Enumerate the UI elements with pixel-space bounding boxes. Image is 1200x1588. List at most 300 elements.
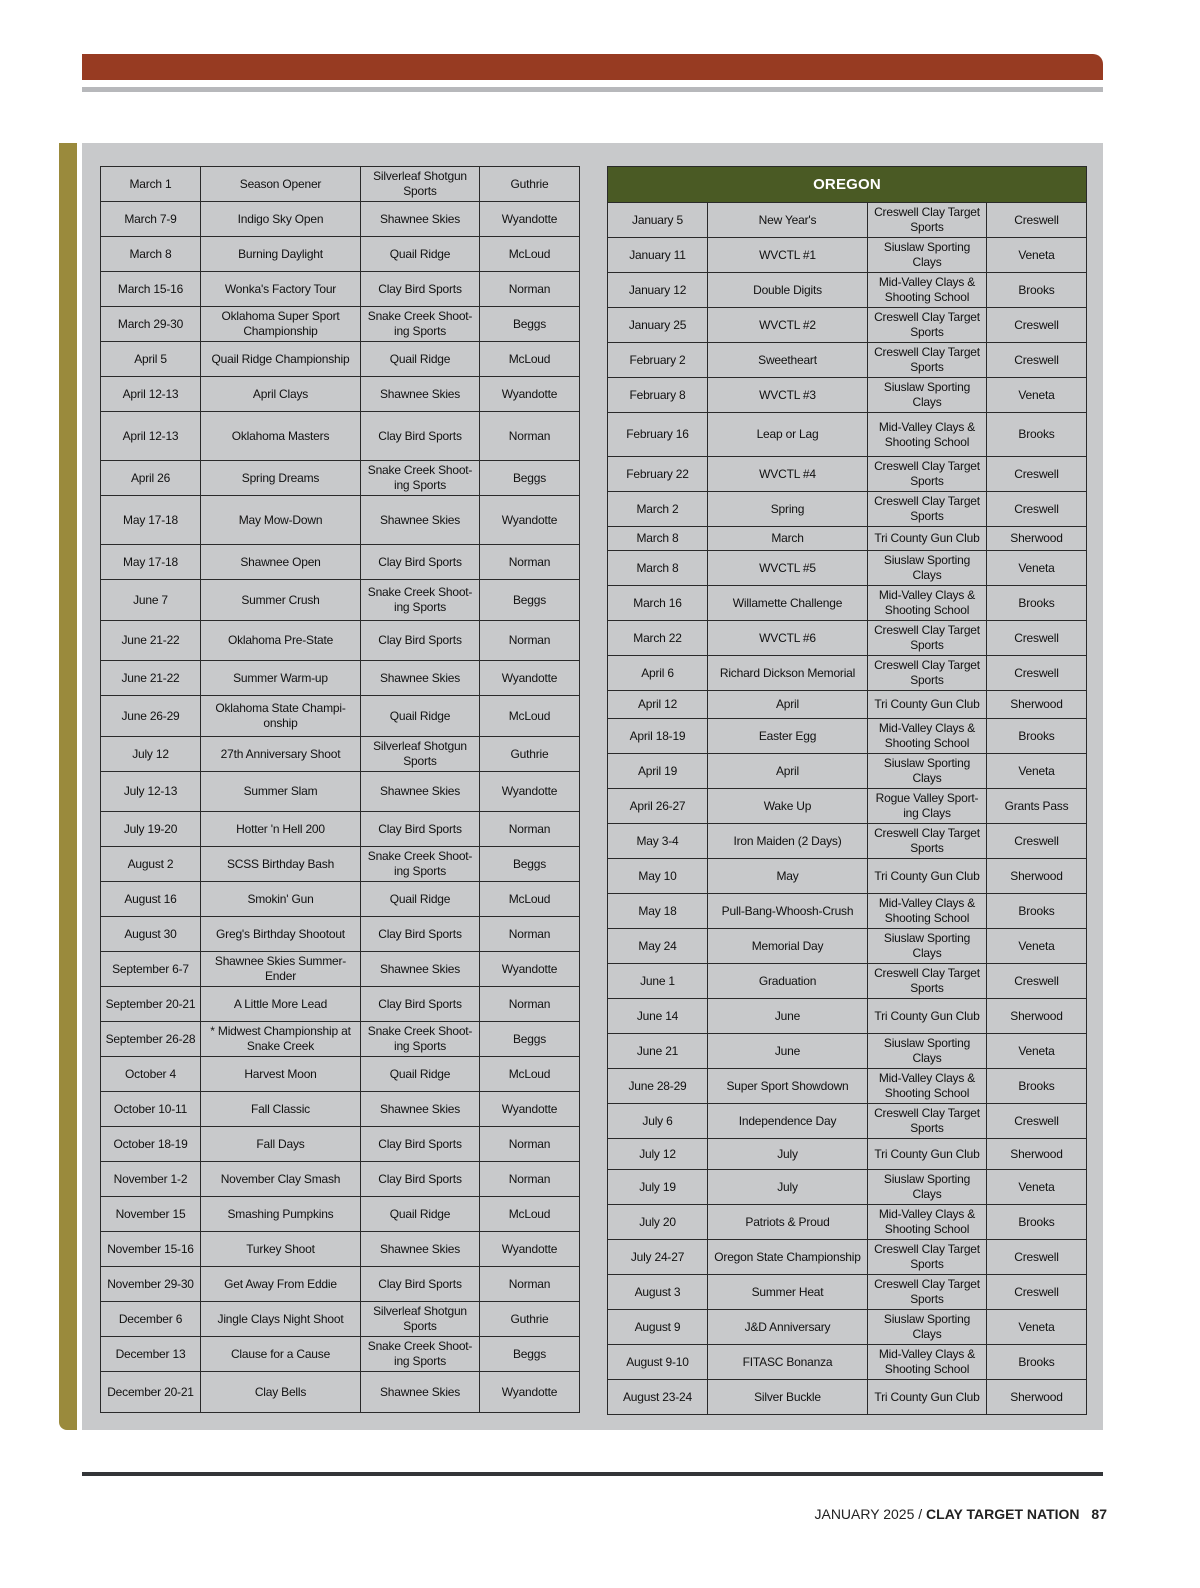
event-city-cell: Norman (480, 621, 580, 661)
event-event-cell: Sweetheart (708, 343, 868, 378)
oklahoma-event-row (101, 412, 580, 461)
event-club-cell: Siuslaw Sporting Clays (868, 1310, 987, 1345)
oregon-event-row (608, 378, 1087, 413)
event-event-cell: Oklahoma State Champi-onship (201, 696, 361, 737)
event-event-cell: WVCTL #2 (708, 308, 868, 343)
event-date-cell: January 11 (608, 238, 708, 273)
event-date-cell: April 19 (608, 754, 708, 789)
event-event-cell: Burning Daylight (201, 237, 361, 272)
event-event-cell: Shawnee Skies Summer-Ender (201, 952, 361, 987)
event-city-cell: Creswell (987, 824, 1087, 859)
event-date-cell: April 26-27 (608, 789, 708, 824)
oregon-header: OREGON (608, 167, 1087, 203)
event-event-cell: Silver Buckle (708, 1380, 868, 1415)
oregon-event-row (608, 691, 1087, 719)
event-event-cell: Double Digits (708, 273, 868, 308)
event-city-cell: Veneta (987, 238, 1087, 273)
event-city-cell: McLoud (480, 882, 580, 917)
oklahoma-event-row (101, 1267, 580, 1302)
event-club-cell: Siuslaw Sporting Clays (868, 1170, 987, 1205)
event-event-cell: Get Away From Eddie (201, 1267, 361, 1302)
event-date-cell: June 21-22 (101, 661, 201, 696)
event-date-cell: May 10 (608, 859, 708, 894)
event-date-cell: May 17-18 (101, 545, 201, 580)
event-club-cell: Creswell Clay Target Sports (868, 343, 987, 378)
event-event-cell: WVCTL #1 (708, 238, 868, 273)
event-city-cell: Norman (480, 1127, 580, 1162)
event-club-cell: Mid-Valley Clays & Shooting School (868, 1205, 987, 1240)
oklahoma-event-row (101, 882, 580, 917)
event-city-cell: Sherwood (987, 999, 1087, 1034)
event-club-cell: Creswell Clay Target Sports (868, 824, 987, 859)
event-event-cell: Oklahoma Super Sport Championship (201, 307, 361, 342)
event-date-cell: December 20-21 (101, 1372, 201, 1413)
event-date-cell: March 7-9 (101, 202, 201, 237)
oregon-event-row (608, 308, 1087, 343)
event-event-cell: Summer Warm-up (201, 661, 361, 696)
event-date-cell: March 8 (608, 551, 708, 586)
event-club-cell: Clay Bird Sports (361, 1267, 480, 1302)
event-city-cell: Beggs (480, 461, 580, 496)
event-date-cell: August 9 (608, 1310, 708, 1345)
oregon-event-row (608, 551, 1087, 586)
event-city-cell: McLoud (480, 1197, 580, 1232)
event-city-cell: Guthrie (480, 1302, 580, 1337)
event-event-cell: Richard Dickson Memorial (708, 656, 868, 691)
event-event-cell: Season Opener (201, 167, 361, 202)
event-date-cell: April 18-19 (608, 719, 708, 754)
event-city-cell: Wyandotte (480, 952, 580, 987)
oregon-schedule-table (607, 166, 1087, 1415)
oklahoma-event-row (101, 621, 580, 661)
event-city-cell: McLoud (480, 237, 580, 272)
event-city-cell: Veneta (987, 1170, 1087, 1205)
oregon-event-row (608, 1380, 1087, 1415)
event-date-cell: August 2 (101, 847, 201, 882)
event-club-cell: Shawnee Skies (361, 496, 480, 545)
oregon-event-row (608, 1345, 1087, 1380)
event-date-cell: May 18 (608, 894, 708, 929)
event-club-cell: Shawnee Skies (361, 377, 480, 412)
event-event-cell: Shawnee Open (201, 545, 361, 580)
event-date-cell: September 20-21 (101, 987, 201, 1022)
oregon-event-row (608, 824, 1087, 859)
event-event-cell: November Clay Smash (201, 1162, 361, 1197)
event-city-cell: Creswell (987, 203, 1087, 238)
event-event-cell: Oregon State Championship (708, 1240, 868, 1275)
event-date-cell: May 3-4 (608, 824, 708, 859)
event-event-cell: Leap or Lag (708, 413, 868, 457)
oklahoma-event-row (101, 1022, 580, 1057)
event-event-cell: Hotter 'n Hell 200 (201, 812, 361, 847)
event-date-cell: April 12-13 (101, 377, 201, 412)
event-date-cell: August 30 (101, 917, 201, 952)
event-city-cell: Veneta (987, 551, 1087, 586)
event-city-cell: Sherwood (987, 691, 1087, 719)
event-club-cell: Clay Bird Sports (361, 412, 480, 461)
event-date-cell: March 15-16 (101, 272, 201, 307)
event-date-cell: February 22 (608, 457, 708, 492)
oregon-event-row (608, 964, 1087, 999)
event-club-cell: Clay Bird Sports (361, 272, 480, 307)
event-date-cell: January 12 (608, 273, 708, 308)
oklahoma-event-row (101, 1197, 580, 1232)
oregon-event-row (608, 457, 1087, 492)
oklahoma-event-row (101, 952, 580, 987)
event-city-cell: Creswell (987, 1240, 1087, 1275)
event-city-cell: Norman (480, 545, 580, 580)
event-date-cell: March 16 (608, 586, 708, 621)
oregon-event-row (608, 999, 1087, 1034)
page-footer (814, 1506, 1107, 1522)
event-event-cell: June (708, 1034, 868, 1069)
event-club-cell: Silverleaf Shotgun Sports (361, 737, 480, 772)
event-date-cell: August 9-10 (608, 1345, 708, 1380)
event-date-cell: July 19-20 (101, 812, 201, 847)
event-city-cell: Veneta (987, 1310, 1087, 1345)
oklahoma-event-row (101, 1162, 580, 1197)
event-event-cell: Greg's Birthday Shootout (201, 917, 361, 952)
event-city-cell: Creswell (987, 1104, 1087, 1139)
event-event-cell: Fall Days (201, 1127, 361, 1162)
event-club-cell: Tri County Gun Club (868, 527, 987, 551)
oklahoma-event-row (101, 496, 580, 545)
event-club-cell: Creswell Clay Target Sports (868, 1104, 987, 1139)
oklahoma-event-row (101, 377, 580, 412)
oregon-event-row (608, 273, 1087, 308)
event-club-cell: Tri County Gun Club (868, 859, 987, 894)
oregon-event-row (608, 789, 1087, 824)
event-city-cell: Creswell (987, 308, 1087, 343)
event-city-cell: Sherwood (987, 527, 1087, 551)
event-event-cell: Easter Egg (708, 719, 868, 754)
oregon-event-row (608, 492, 1087, 527)
event-club-cell: Siuslaw Sporting Clays (868, 929, 987, 964)
event-club-cell: Creswell Clay Target Sports (868, 1240, 987, 1275)
event-event-cell: Patriots & Proud (708, 1205, 868, 1240)
event-city-cell: Brooks (987, 719, 1087, 754)
event-city-cell: McLoud (480, 342, 580, 377)
event-event-cell: July (708, 1170, 868, 1205)
event-event-cell: Memorial Day (708, 929, 868, 964)
event-date-cell: July 12 (101, 737, 201, 772)
event-city-cell: Brooks (987, 1069, 1087, 1104)
event-date-cell: December 6 (101, 1302, 201, 1337)
oklahoma-event-row (101, 737, 580, 772)
event-club-cell: Silverleaf Shotgun Sports (361, 1302, 480, 1337)
event-club-cell: Creswell Clay Target Sports (868, 964, 987, 999)
event-date-cell: August 16 (101, 882, 201, 917)
event-date-cell: March 8 (608, 527, 708, 551)
event-event-cell: WVCTL #6 (708, 621, 868, 656)
oregon-event-row (608, 1205, 1087, 1240)
event-city-cell: Norman (480, 412, 580, 461)
event-club-cell: Clay Bird Sports (361, 917, 480, 952)
event-date-cell: June 21 (608, 1034, 708, 1069)
event-city-cell: Norman (480, 812, 580, 847)
event-city-cell: Wyandotte (480, 661, 580, 696)
event-date-cell: July 19 (608, 1170, 708, 1205)
oklahoma-event-row (101, 167, 580, 202)
event-date-cell: November 15-16 (101, 1232, 201, 1267)
event-club-cell: Mid-Valley Clays & Shooting School (868, 586, 987, 621)
event-city-cell: Brooks (987, 894, 1087, 929)
event-date-cell: August 23-24 (608, 1380, 708, 1415)
event-event-cell: Oklahoma Masters (201, 412, 361, 461)
event-event-cell: April Clays (201, 377, 361, 412)
page-number: 87 (1091, 1506, 1107, 1522)
event-date-cell: April 5 (101, 342, 201, 377)
event-club-cell: Creswell Clay Target Sports (868, 492, 987, 527)
oregon-event-row (608, 1275, 1087, 1310)
event-city-cell: Sherwood (987, 1380, 1087, 1415)
oklahoma-event-row (101, 1337, 580, 1372)
event-club-cell: Snake Creek Shoot-ing Sports (361, 847, 480, 882)
event-city-cell: Veneta (987, 929, 1087, 964)
event-event-cell: May (708, 859, 868, 894)
event-club-cell: Siuslaw Sporting Clays (868, 551, 987, 586)
event-date-cell: July 12 (608, 1139, 708, 1170)
oklahoma-event-row (101, 1232, 580, 1267)
event-club-cell: Quail Ridge (361, 237, 480, 272)
event-event-cell: Spring Dreams (201, 461, 361, 496)
event-club-cell: Creswell Clay Target Sports (868, 656, 987, 691)
event-event-cell: May Mow-Down (201, 496, 361, 545)
event-date-cell: April 6 (608, 656, 708, 691)
event-city-cell: Wyandotte (480, 1232, 580, 1267)
event-event-cell: April (708, 691, 868, 719)
event-date-cell: July 24-27 (608, 1240, 708, 1275)
oregon-event-row (608, 859, 1087, 894)
event-club-cell: Siuslaw Sporting Clays (868, 378, 987, 413)
event-event-cell: Graduation (708, 964, 868, 999)
event-club-cell: Siuslaw Sporting Clays (868, 754, 987, 789)
event-event-cell: Smokin' Gun (201, 882, 361, 917)
event-club-cell: Tri County Gun Club (868, 1139, 987, 1170)
event-date-cell: June 26-29 (101, 696, 201, 737)
event-club-cell: Clay Bird Sports (361, 812, 480, 847)
oklahoma-event-row (101, 1372, 580, 1413)
event-city-cell: Creswell (987, 1275, 1087, 1310)
oregon-event-row (608, 754, 1087, 789)
event-date-cell: May 17-18 (101, 496, 201, 545)
event-date-cell: June 1 (608, 964, 708, 999)
event-city-cell: Creswell (987, 964, 1087, 999)
event-date-cell: February 8 (608, 378, 708, 413)
oklahoma-event-row (101, 580, 580, 621)
event-city-cell: Brooks (987, 273, 1087, 308)
oregon-event-row (608, 656, 1087, 691)
event-city-cell: Beggs (480, 847, 580, 882)
event-club-cell: Shawnee Skies (361, 1232, 480, 1267)
oklahoma-schedule-table (100, 166, 580, 1413)
event-event-cell: July (708, 1139, 868, 1170)
event-club-cell: Shawnee Skies (361, 1092, 480, 1127)
event-event-cell: * Midwest Championship at Snake Creek (201, 1022, 361, 1057)
event-club-cell: Tri County Gun Club (868, 999, 987, 1034)
event-club-cell: Creswell Clay Target Sports (868, 1275, 987, 1310)
event-city-cell: Norman (480, 1162, 580, 1197)
event-event-cell: March (708, 527, 868, 551)
oklahoma-event-row (101, 237, 580, 272)
event-city-cell: McLoud (480, 1057, 580, 1092)
oklahoma-event-row (101, 461, 580, 496)
event-event-cell: Jingle Clays Night Shoot (201, 1302, 361, 1337)
event-date-cell: September 6-7 (101, 952, 201, 987)
event-date-cell: March 2 (608, 492, 708, 527)
event-event-cell: Clause for a Cause (201, 1337, 361, 1372)
event-event-cell: Spring (708, 492, 868, 527)
oklahoma-event-row (101, 1302, 580, 1337)
event-club-cell: Quail Ridge (361, 696, 480, 737)
event-event-cell: Oklahoma Pre-State (201, 621, 361, 661)
event-event-cell: April (708, 754, 868, 789)
footer-issue: JANUARY 2025 / (814, 1506, 923, 1522)
event-date-cell: March 29-30 (101, 307, 201, 342)
oregon-event-row (608, 1069, 1087, 1104)
event-city-cell: Beggs (480, 1022, 580, 1057)
header-rule (82, 87, 1103, 92)
event-city-cell: Beggs (480, 580, 580, 621)
event-club-cell: Snake Creek Shoot-ing Sports (361, 307, 480, 342)
event-event-cell: Summer Crush (201, 580, 361, 621)
event-club-cell: Mid-Valley Clays & Shooting School (868, 413, 987, 457)
oregon-event-row (608, 621, 1087, 656)
oklahoma-event-row (101, 342, 580, 377)
event-date-cell: February 16 (608, 413, 708, 457)
event-event-cell: Fall Classic (201, 1092, 361, 1127)
event-city-cell: Guthrie (480, 167, 580, 202)
event-date-cell: July 6 (608, 1104, 708, 1139)
event-club-cell: Shawnee Skies (361, 772, 480, 812)
event-event-cell: Quail Ridge Championship (201, 342, 361, 377)
event-date-cell: November 1-2 (101, 1162, 201, 1197)
oklahoma-event-row (101, 1057, 580, 1092)
event-club-cell: Clay Bird Sports (361, 621, 480, 661)
event-city-cell: Wyandotte (480, 496, 580, 545)
event-city-cell: Brooks (987, 1205, 1087, 1240)
event-event-cell: Summer Slam (201, 772, 361, 812)
side-accent-stripe (59, 143, 77, 1430)
oklahoma-event-row (101, 917, 580, 952)
event-club-cell: Snake Creek Shoot-ing Sports (361, 580, 480, 621)
header-color-bar (82, 54, 1103, 80)
event-city-cell: Norman (480, 1267, 580, 1302)
oregon-event-row (608, 894, 1087, 929)
event-event-cell: Indigo Sky Open (201, 202, 361, 237)
event-event-cell: Summer Heat (708, 1275, 868, 1310)
event-date-cell: July 20 (608, 1205, 708, 1240)
event-event-cell: Smashing Pumpkins (201, 1197, 361, 1232)
event-club-cell: Clay Bird Sports (361, 545, 480, 580)
oregon-event-row (608, 413, 1087, 457)
event-club-cell: Shawnee Skies (361, 952, 480, 987)
event-date-cell: June 14 (608, 999, 708, 1034)
event-city-cell: Creswell (987, 343, 1087, 378)
event-city-cell: Creswell (987, 457, 1087, 492)
oregon-event-row (608, 203, 1087, 238)
event-club-cell: Snake Creek Shoot-ing Sports (361, 1337, 480, 1372)
oregon-event-row (608, 343, 1087, 378)
oklahoma-event-row (101, 307, 580, 342)
event-city-cell: Creswell (987, 492, 1087, 527)
event-club-cell: Snake Creek Shoot-ing Sports (361, 1022, 480, 1057)
event-event-cell: Harvest Moon (201, 1057, 361, 1092)
event-city-cell: Sherwood (987, 1139, 1087, 1170)
event-city-cell: Wyandotte (480, 772, 580, 812)
event-city-cell: Veneta (987, 1034, 1087, 1069)
event-date-cell: April 12 (608, 691, 708, 719)
event-date-cell: October 10-11 (101, 1092, 201, 1127)
event-club-cell: Shawnee Skies (361, 1372, 480, 1413)
event-event-cell: New Year's (708, 203, 868, 238)
oregon-event-row (608, 1104, 1087, 1139)
event-event-cell: SCSS Birthday Bash (201, 847, 361, 882)
oregon-event-row (608, 1170, 1087, 1205)
event-date-cell: October 4 (101, 1057, 201, 1092)
oklahoma-event-row (101, 272, 580, 307)
event-city-cell: Wyandotte (480, 1372, 580, 1413)
event-club-cell: Clay Bird Sports (361, 1162, 480, 1197)
event-city-cell: Beggs (480, 307, 580, 342)
event-city-cell: Brooks (987, 1345, 1087, 1380)
event-club-cell: Siuslaw Sporting Clays (868, 238, 987, 273)
event-date-cell: April 26 (101, 461, 201, 496)
event-date-cell: June 21-22 (101, 621, 201, 661)
event-city-cell: Brooks (987, 413, 1087, 457)
event-event-cell: Super Sport Showdown (708, 1069, 868, 1104)
footer-rule (82, 1472, 1103, 1476)
event-city-cell: Norman (480, 917, 580, 952)
event-event-cell: WVCTL #4 (708, 457, 868, 492)
oklahoma-event-row (101, 696, 580, 737)
event-club-cell: Mid-Valley Clays & Shooting School (868, 1069, 987, 1104)
oregon-event-row (608, 1240, 1087, 1275)
event-city-cell: Wyandotte (480, 377, 580, 412)
oregon-event-row (608, 1139, 1087, 1170)
event-event-cell: J&D Anniversary (708, 1310, 868, 1345)
footer-magazine: CLAY TARGET NATION (926, 1506, 1080, 1522)
event-event-cell: Willamette Challenge (708, 586, 868, 621)
event-city-cell: Creswell (987, 621, 1087, 656)
oregon-event-row (608, 586, 1087, 621)
event-event-cell: Turkey Shoot (201, 1232, 361, 1267)
event-city-cell: Creswell (987, 656, 1087, 691)
oklahoma-event-row (101, 661, 580, 696)
event-date-cell: September 26-28 (101, 1022, 201, 1057)
event-date-cell: November 29-30 (101, 1267, 201, 1302)
event-date-cell: February 2 (608, 343, 708, 378)
oklahoma-event-row (101, 987, 580, 1022)
oklahoma-event-row (101, 1127, 580, 1162)
event-date-cell: June 28-29 (608, 1069, 708, 1104)
event-club-cell: Snake Creek Shoot-ing Sports (361, 461, 480, 496)
oklahoma-event-row (101, 202, 580, 237)
event-city-cell: Wyandotte (480, 202, 580, 237)
event-event-cell: 27th Anniversary Shoot (201, 737, 361, 772)
event-club-cell: Tri County Gun Club (868, 691, 987, 719)
event-city-cell: Grants Pass (987, 789, 1087, 824)
event-date-cell: January 5 (608, 203, 708, 238)
event-date-cell: November 15 (101, 1197, 201, 1232)
event-date-cell: March 1 (101, 167, 201, 202)
event-club-cell: Clay Bird Sports (361, 1127, 480, 1162)
event-club-cell: Shawnee Skies (361, 661, 480, 696)
event-club-cell: Mid-Valley Clays & Shooting School (868, 719, 987, 754)
event-event-cell: Independence Day (708, 1104, 868, 1139)
event-date-cell: May 24 (608, 929, 708, 964)
event-club-cell: Quail Ridge (361, 1197, 480, 1232)
